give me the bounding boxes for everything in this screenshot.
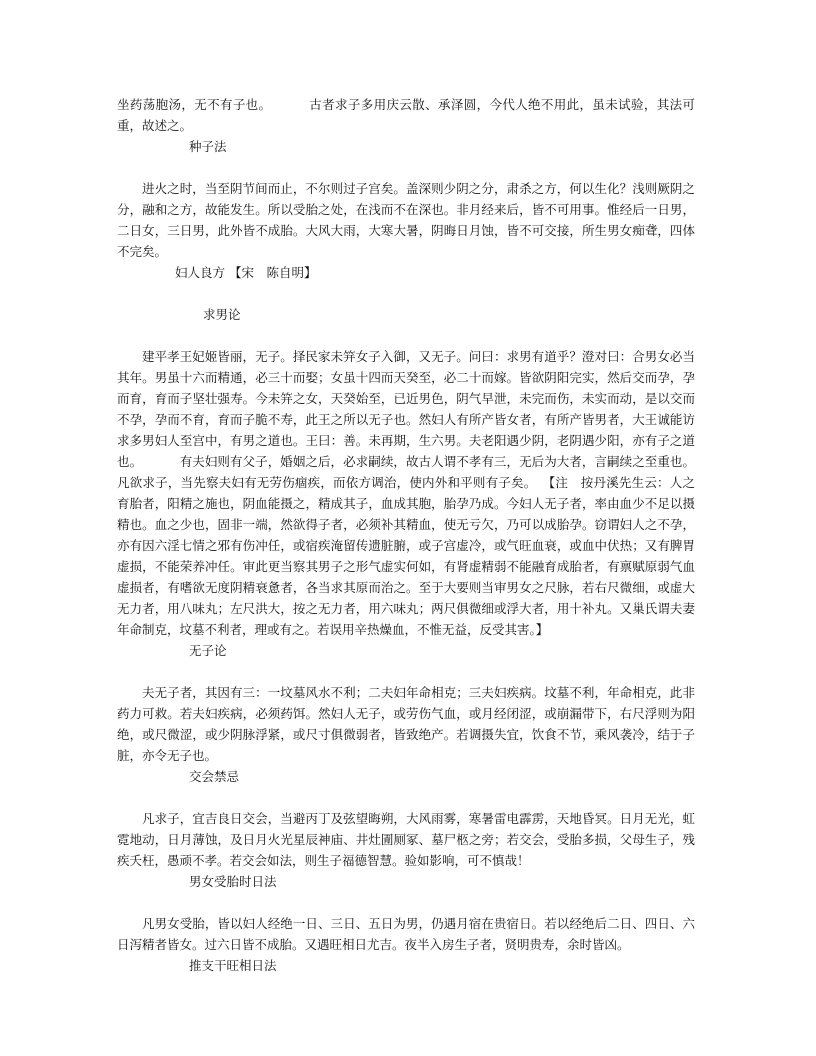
section-body-zhongzifa: 进火之时，当至阴节间而止，不尔则过子宫矣。盖深则少阴之分，肃杀之方，何以生化？浅则厥阴之分，融和之方，故能发生。所以受胎之处，在浅而不在深也。非月经来后，皆不可用事。惟经后一日男，二日女，三日男，此外皆不成胎。大风大雨，大寒大暑，阴晦日月蚀，皆不可交接，所生男女痴聋，四体不完矣。 <box>117 181 695 259</box>
section-title-qiunan: 求男论 <box>203 307 241 322</box>
section-title-jiaohui: 交会禁忌 <box>189 769 240 784</box>
section-body-jiaohui: 凡求子，宜吉良日交会，当避丙丁及弦望晦朔，大风雨雾，寒暑雷电霹雳，天地昏冥。日月无光，虹霓地动，日月薄蚀，及日月火光星辰神庙、井灶圊厕冢、墓尸柩之旁；若交会，受胎多损，父母生子，残疾夭枉，愚顽不孝。若交会如法，则生子福德智慧。验如影响，可不慎哉！ <box>117 811 695 868</box>
source-author: 【宋 陈自明】 <box>229 265 317 280</box>
intro-text-b: 古者求子多用庆云散、承泽圆，今代人绝不用此，虽未试验，其法可重，故述之。 <box>117 97 695 133</box>
intro-text-a: 坐药荡胞汤，无不有子也。 <box>117 97 272 112</box>
section-title-zhongzifa: 种子法 <box>189 139 227 154</box>
intro-paragraph <box>117 94 695 136</box>
section-title-wuzilun: 无子论 <box>189 643 227 658</box>
qiunan-annotation: 【注 按丹溪先生云：人之育胎者，阳精之施也，阴血能摄之，精成其子，血成其胞，胎孕乃成。今妇人无子者，率由血少不足以摄精也。血之少也，固非一端，然欲得子者，必须补其精血，使无亏欠，乃可以成胎孕。窃谓妇人之不孕，亦有因六淫七情之邪有伤冲任，或宿疾淹留传遗脏腑，或子宫虚冷，或气旺血衰，或血中伏热；又有脾胃虚损，不能荣养冲任。审此更当察其男子之形气虚实何如，有肾虚精弱不能融育成胎者，有禀赋原弱气血虚损者，有嗜欲无度阴精衰惫者，各当求其原而治之。至于大要则当审男女之尺脉，若右尺微细，或虚大无力者，用八味丸；左尺洪大，按之无力者，用六味丸；两尺俱微细或浮大者，用十补丸。又巢氏谓夫妻年命制克，坟墓不利者，理或有之。若误用辛热燥血，不惟无益，反受其害。】 <box>117 475 695 637</box>
qiunan-text-a: 建平孝王妃姬皆丽，无子。择民家未笄女子入御，又无子。问曰：求男有道乎？澄对曰：合男女必当其年。男虽十六而精通，必三十而娶；女虽十四而天癸至，必二十而嫁。皆欲阴阳完实，然后交而孕，孕而育，育而子坚壮强寿。今未笄之女，天癸始至，已近男色，阴气早泄，未完而伤，未实而动，是以交而不孕，孕而不育，育而子脆不寿，此王之所以无子也。然妇人有所产皆女者，有所产皆男者，大王诚能访求多男妇人至宫中，有男之道也。王曰：善。未再期，生六男。夫老阳遇少阴，老阴遇少阳，亦有子之道也。 <box>117 349 695 469</box>
section-body-qiunan <box>117 346 695 640</box>
section-body-wuzilun: 夫无子者，其因有三：一坟墓风水不利；二夫妇年命相克；三夫妇疾病。坟墓不利，年命相克，此非药力可救。若夫妇疾病，必须药饵。然妇人无子，或劳伤气血，或月经闭涩，或崩漏带下，右尺浮则为阳绝，或尺微涩，或少阴脉浮紧，或尺寸俱微弱者，皆致绝产。若调摄失宜，饮食不节，乘风袭冷，结于子脏，亦令无子也。 <box>117 685 695 763</box>
source-book: 妇人良方 <box>175 265 226 280</box>
qiunan-text-b: 有夫妇则有父子，婚姻之后，必求嗣续，故古人谓不孝有三，无后为大者，言嗣续之至重也。凡欲求子，当先察夫妇有无劳伤痼疾，而依方调治，使内外和平则有子矣。 <box>117 454 695 490</box>
document-page <box>117 94 695 976</box>
section-title-tuizhi: 推支干旺相日法 <box>189 958 277 973</box>
section-title-shoutai: 男女受胎时日法 <box>189 874 277 889</box>
source-line <box>117 262 695 283</box>
section-body-shoutai: 凡男女受胎，皆以妇人经绝一日、三日、五日为男，仍遇月宿在贵宿日。若以经绝后二日、四日、六日泻精者皆女。过六日皆不成胎。又遇旺相日尤吉。夜半入房生子者，贤明贵寿，余时皆凶。 <box>117 916 695 952</box>
